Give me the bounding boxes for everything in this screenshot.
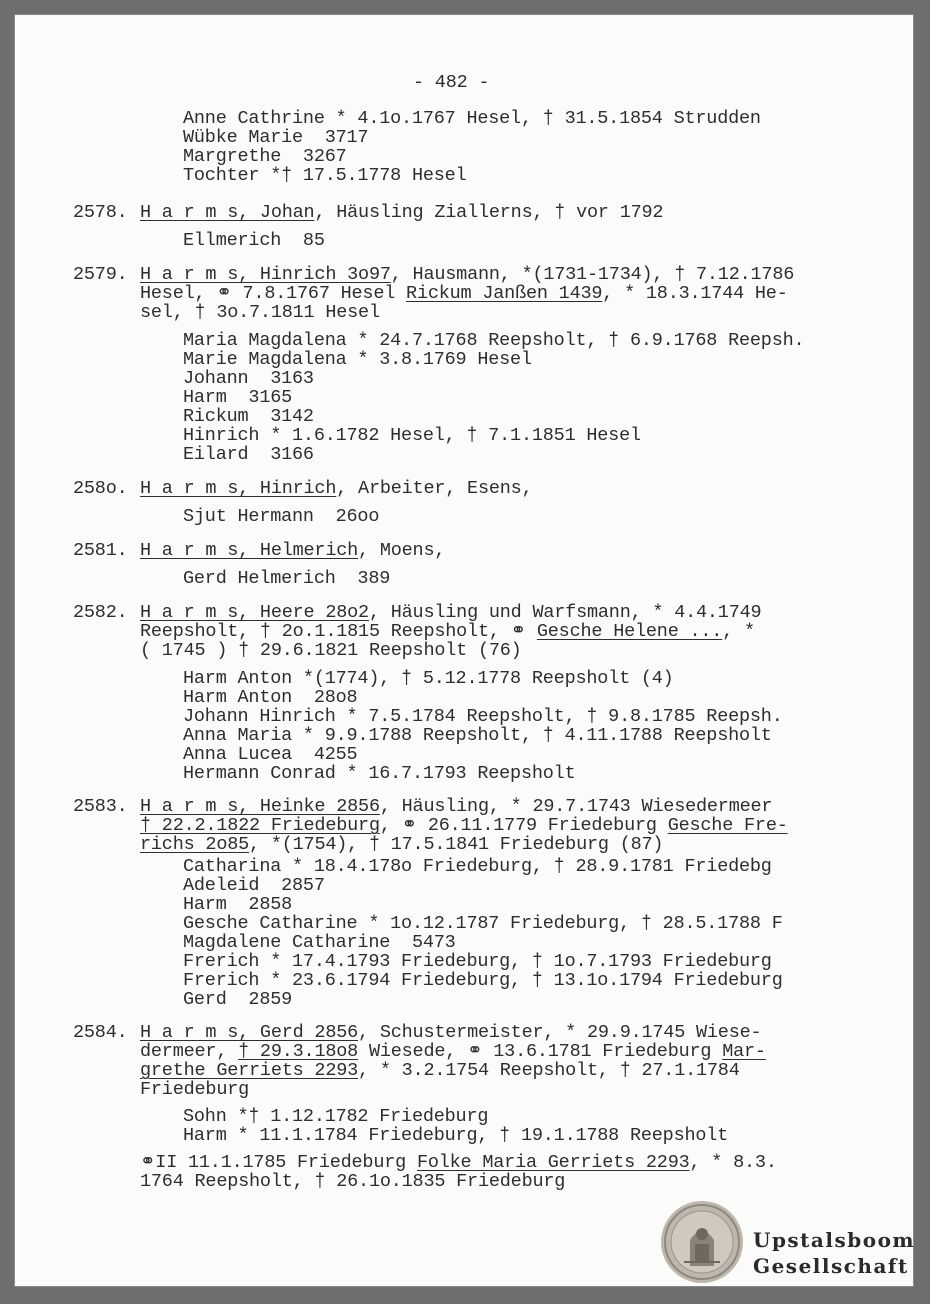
entry-name: H a r m s, Hinrich bbox=[140, 478, 337, 499]
child-line: Adeleid 2857 bbox=[183, 875, 325, 896]
child-line: Gesche Catharine * 1o.12.1787 Friedeburg, † 28.5.1788 F bbox=[183, 913, 783, 934]
entry-name: H a r m s, Heere 28o2 bbox=[140, 602, 369, 623]
entry-line: 1764 Reepsholt, † 26.1o.1835 Friedeburg bbox=[140, 1171, 566, 1192]
child-line: Wübke Marie 3717 bbox=[183, 127, 369, 148]
entry-text: , Häusling Ziallerns, † vor 1792 bbox=[314, 202, 664, 223]
entry-name: H a r m s, Johan bbox=[140, 202, 315, 223]
entry-number: 258o. bbox=[73, 478, 128, 499]
seal-icon bbox=[660, 1200, 744, 1284]
document-page bbox=[15, 15, 916, 1286]
entry-number: 2582. bbox=[73, 602, 128, 623]
entry-text: , * 3.2.1754 Reepsholt, † 27.1.1784 bbox=[358, 1060, 740, 1081]
spouse-name: Gesche Helene ... bbox=[536, 621, 723, 642]
entry-number: 2584. bbox=[73, 1022, 128, 1043]
entry-heading bbox=[140, 603, 761, 622]
entry-line: ( 1745 ) † 29.6.1821 Reepsholt (76) bbox=[140, 640, 522, 661]
spouse-name: grethe Gerriets 2293 bbox=[140, 1060, 359, 1081]
entry-text: , * 18.3.1744 He- bbox=[602, 283, 788, 304]
spouse-name: Rickum Janßen 1439 bbox=[406, 283, 603, 304]
entry-text: dermeer, bbox=[140, 1041, 239, 1062]
entry-line: Friedeburg bbox=[140, 1079, 250, 1100]
spouse-name: Gesche Fre- bbox=[667, 815, 788, 836]
child-line: Margrethe 3267 bbox=[183, 146, 347, 167]
child-line: Hinrich * 1.6.1782 Hesel, † 7.1.1851 Hesel bbox=[183, 425, 641, 446]
entry-line bbox=[140, 622, 755, 641]
child-line: Johann 3163 bbox=[183, 368, 314, 389]
child-line: Frerich * 17.4.1793 Friedeburg, † 1o.7.1793 Friedeburg bbox=[183, 951, 772, 972]
logo-line-2: Gesellschaft bbox=[753, 1254, 909, 1278]
entry-text: , Häusling und Warfsmann, * 4.4.1749 bbox=[368, 602, 762, 623]
entry-heading bbox=[140, 479, 532, 498]
child-line: Magdalene Catharine 5473 bbox=[183, 932, 456, 953]
logo-line-1: Upstalsboom bbox=[753, 1228, 916, 1252]
entry-text: Wiesede, ⚭ 13.6.1781 Friedeburg bbox=[358, 1041, 723, 1062]
child-line: Ellmerich 85 bbox=[183, 230, 325, 251]
child-line: Anna Lucea 4255 bbox=[183, 744, 358, 765]
spouse-name: richs 2o85 bbox=[140, 834, 250, 855]
child-line: Anna Maria * 9.9.1788 Reepsholt, † 4.11.1788 Reepsholt bbox=[183, 725, 772, 746]
entry-text: Reepsholt, † 2o.1.1815 Reepsholt, ⚭ bbox=[140, 621, 537, 642]
child-line: Sohn *† 1.12.1782 Friedeburg bbox=[183, 1106, 489, 1127]
entry-number: 2579. bbox=[73, 264, 128, 285]
entry-line bbox=[140, 1061, 740, 1080]
entry-text: , Schustermeister, * 29.9.1745 Wiese- bbox=[358, 1022, 762, 1043]
child-line: Tochter *† 17.5.1778 Hesel bbox=[183, 165, 467, 186]
entry-text: , Arbeiter, Esens, bbox=[336, 478, 533, 499]
entry-text: , *(1754), † 17.5.1841 Friedeburg (87) bbox=[249, 834, 664, 855]
entry-name: H a r m s, Hinrich 3o97 bbox=[140, 264, 391, 285]
child-line: Gerd 2859 bbox=[183, 989, 293, 1010]
child-line: Anne Cathrine * 4.1o.1767 Hesel, † 31.5.1854 Strudden bbox=[183, 108, 761, 129]
entry-text: , ⚭ 26.11.1779 Friedeburg bbox=[379, 815, 668, 836]
entry-text: , Moens, bbox=[358, 540, 446, 561]
child-line: Catharina * 18.4.178o Friedeburg, † 28.9.1781 Friedebg bbox=[183, 856, 772, 877]
child-line: Sjut Hermann 26oo bbox=[183, 506, 380, 527]
logo-text bbox=[753, 1227, 915, 1279]
entry-name: H a r m s, Heinke 2856 bbox=[140, 796, 380, 817]
entry-text: , * 8.3. bbox=[689, 1152, 777, 1173]
child-line: Frerich * 23.6.1794 Friedeburg, † 13.1o.1794 Friedeburg bbox=[183, 970, 783, 991]
entry-line bbox=[140, 1042, 766, 1061]
entry-text: † 22.2.1822 Friedeburg bbox=[140, 815, 380, 836]
entry-name: H a r m s, Gerd 2856 bbox=[140, 1022, 359, 1043]
entry-text: , Hausmann, *(1731-1734), † 7.12.1786 bbox=[390, 264, 795, 285]
entry-line bbox=[140, 284, 788, 303]
entry-number: 2583. bbox=[73, 796, 128, 817]
entry-text: † 29.3.18o8 bbox=[238, 1041, 359, 1062]
child-line: Harm 3165 bbox=[183, 387, 293, 408]
entry-text: , * bbox=[722, 621, 755, 642]
entry-heading bbox=[140, 541, 445, 560]
page-number: - 482 - bbox=[413, 72, 490, 93]
child-line: Harm * 11.1.1784 Friedeburg, † 19.1.1788 Reepsholt bbox=[183, 1125, 729, 1146]
entry-heading bbox=[140, 265, 794, 284]
entry-line bbox=[140, 816, 788, 835]
entry-line bbox=[140, 835, 663, 854]
entry-text: Hesel, ⚭ 7.8.1767 Hesel bbox=[140, 283, 407, 304]
child-line: Maria Magdalena * 24.7.1768 Reepsholt, † 6.9.1768 Reepsh. bbox=[183, 330, 805, 351]
child-line: Johann Hinrich * 7.5.1784 Reepsholt, † 9.8.1785 Reepsh. bbox=[183, 706, 783, 727]
entry-text: , Häusling, * 29.7.1743 Wiesedermeer bbox=[379, 796, 773, 817]
child-line: Gerd Helmerich 389 bbox=[183, 568, 391, 589]
entry-text: ⚭II 11.1.1785 Friedeburg bbox=[140, 1152, 417, 1173]
entry-number: 2581. bbox=[73, 540, 128, 561]
entry-heading bbox=[140, 203, 663, 222]
child-line: Harm Anton *(1774), † 5.12.1778 Reepsholt (4) bbox=[183, 668, 674, 689]
second-marriage-line bbox=[140, 1153, 777, 1172]
entry-number: 2578. bbox=[73, 202, 128, 223]
entry-heading bbox=[140, 797, 772, 816]
child-line: Harm 2858 bbox=[183, 894, 293, 915]
spouse-name: Folke Maria Gerriets 2293 bbox=[416, 1152, 690, 1173]
child-line: Rickum 3142 bbox=[183, 406, 314, 427]
entry-name: H a r m s, Helmerich bbox=[140, 540, 359, 561]
child-line: Harm Anton 28o8 bbox=[183, 687, 358, 708]
child-line: Marie Magdalena * 3.8.1769 Hesel bbox=[183, 349, 532, 370]
spouse-name: Mar- bbox=[722, 1041, 766, 1062]
child-line: Eilard 3166 bbox=[183, 444, 314, 465]
entry-heading bbox=[140, 1023, 761, 1042]
entry-line: sel, † 3o.7.1811 Hesel bbox=[140, 302, 380, 323]
child-line: Hermann Conrad * 16.7.1793 Reepsholt bbox=[183, 763, 576, 784]
